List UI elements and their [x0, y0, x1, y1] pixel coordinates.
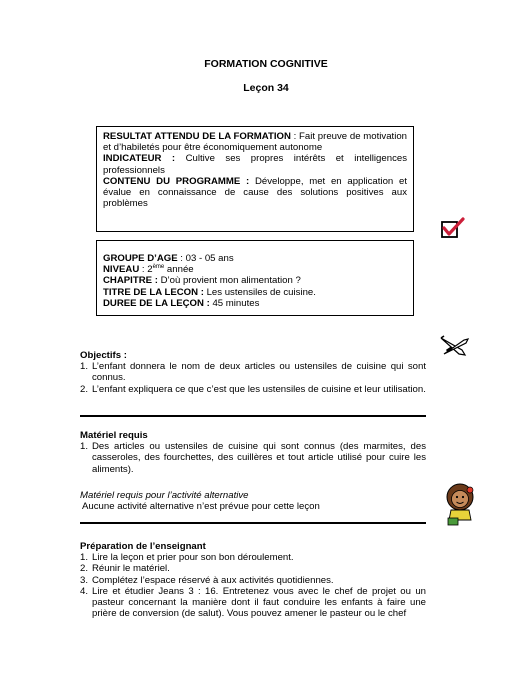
list-number: 3. — [80, 574, 89, 586]
list-item — [80, 384, 426, 395]
list-item — [80, 563, 426, 574]
objectifs-heading: Objectifs : — [80, 350, 127, 361]
list-text: Réunir le matériel. — [92, 563, 170, 575]
preparation-section — [80, 541, 426, 619]
list-number: 4. — [80, 585, 89, 597]
list-text: L’enfant donnera le nom de deux articles ou ustensiles de cuisine qui sont connus. — [92, 361, 426, 384]
list-item — [80, 441, 426, 475]
niveau-line — [103, 264, 407, 275]
alt-activity-heading: Matériel requis pour l’activité alternative — [80, 489, 249, 501]
preparation-list — [80, 552, 426, 619]
niveau-superscript: ème — [152, 264, 165, 271]
objectifs-section — [80, 350, 426, 395]
list-number: 2. — [80, 563, 89, 575]
niveau-label: NIVEAU — [103, 264, 140, 276]
list-number: 1. — [80, 441, 89, 453]
contenu-label: CONTENU DU PROGRAMME : — [103, 175, 250, 187]
preparation-heading: Préparation de l’enseignant — [80, 541, 206, 552]
checkbox-check-icon — [440, 216, 466, 242]
duree-text: 45 minutes — [209, 297, 260, 309]
section-divider — [80, 415, 426, 417]
list-item — [80, 586, 426, 620]
resultat-text: : Fait preuve de motivation et d’habiletés pour être économiquement autonome — [103, 131, 408, 154]
list-number: 1. — [80, 361, 89, 373]
groupe-label: GROUPE D’AGE — [103, 253, 178, 264]
child-clipart-icon — [443, 482, 477, 526]
page-title: FORMATION COGNITIVE — [204, 58, 328, 70]
list-text: Des articles ou ustensiles de cuisine qui sont connus (des marmites, des casseroles, des fourchettes, des cuillères et tout article utilisé pour cuire les aliments). — [92, 441, 426, 475]
section-divider — [80, 522, 426, 524]
indicateur-text: Cultive ses propres intérêts et intelligences professionnels — [103, 153, 407, 176]
indicateur-paragraph — [103, 153, 407, 175]
resultat-paragraph — [103, 131, 407, 153]
titre-line — [103, 287, 407, 298]
list-number: 1. — [80, 552, 89, 564]
objectifs-list — [80, 361, 426, 395]
chapitre-text: D’où provient mon alimentation ? — [157, 275, 301, 287]
list-text: Lire la leçon et prier pour son bon déroulement. — [92, 552, 294, 564]
duree-label: DUREE DE LA LEÇON : — [103, 297, 210, 309]
materiel-list — [80, 441, 426, 475]
list-text: Complétez l’espace réservé à aux activités quotidiennes. — [92, 574, 334, 586]
list-number: 2. — [80, 383, 89, 395]
indicateur-label: INDICATEUR : — [103, 153, 176, 165]
niveau-text-post: année — [164, 264, 194, 276]
lesson-number: Leçon 34 — [243, 82, 289, 94]
titre-text: Les ustensiles de cuisine. — [203, 286, 316, 298]
list-item — [80, 552, 426, 563]
contenu-text: Développe, met en application et évalue en connaissance de cause des solutions positives aux problèmes — [103, 175, 407, 210]
alt-activity-text: Aucune activité alternative n’est prévue pour cette leçon — [82, 501, 320, 513]
duree-line — [103, 298, 407, 309]
chapitre-label: CHAPITRE : — [103, 275, 158, 287]
contenu-paragraph — [103, 176, 407, 210]
list-text: Lire et étudier Jeans 3 : 16. Entretenez vous avec le chef de projet ou un pasteur concernant la manière dont il faut conduire les enfants à faire une prière de conversion (de salut). Vous pouvez amener le pasteur ou le chef — [92, 585, 426, 620]
list-item — [80, 361, 426, 383]
groupe-text: : 03 - 05 ans — [177, 253, 234, 264]
titre-label: TITRE DE LA LECON : — [103, 286, 204, 298]
niveau-text-pre: : 2 — [139, 264, 153, 276]
materiel-heading: Matériel requis — [80, 430, 148, 441]
groupe-line — [103, 253, 407, 264]
resultat-label: RESULTAT ATTENDU DE LA FORMATION — [103, 131, 291, 142]
lesson-info-box — [96, 240, 414, 316]
list-text: L’enfant expliquera ce que c’est que les ustensiles de cuisine et leur utilisation. — [92, 383, 426, 395]
pencils-icon — [438, 334, 470, 358]
list-item — [80, 575, 426, 586]
formation-outcome-box — [96, 126, 414, 232]
materiel-section — [80, 430, 426, 512]
chapitre-line — [103, 275, 407, 286]
